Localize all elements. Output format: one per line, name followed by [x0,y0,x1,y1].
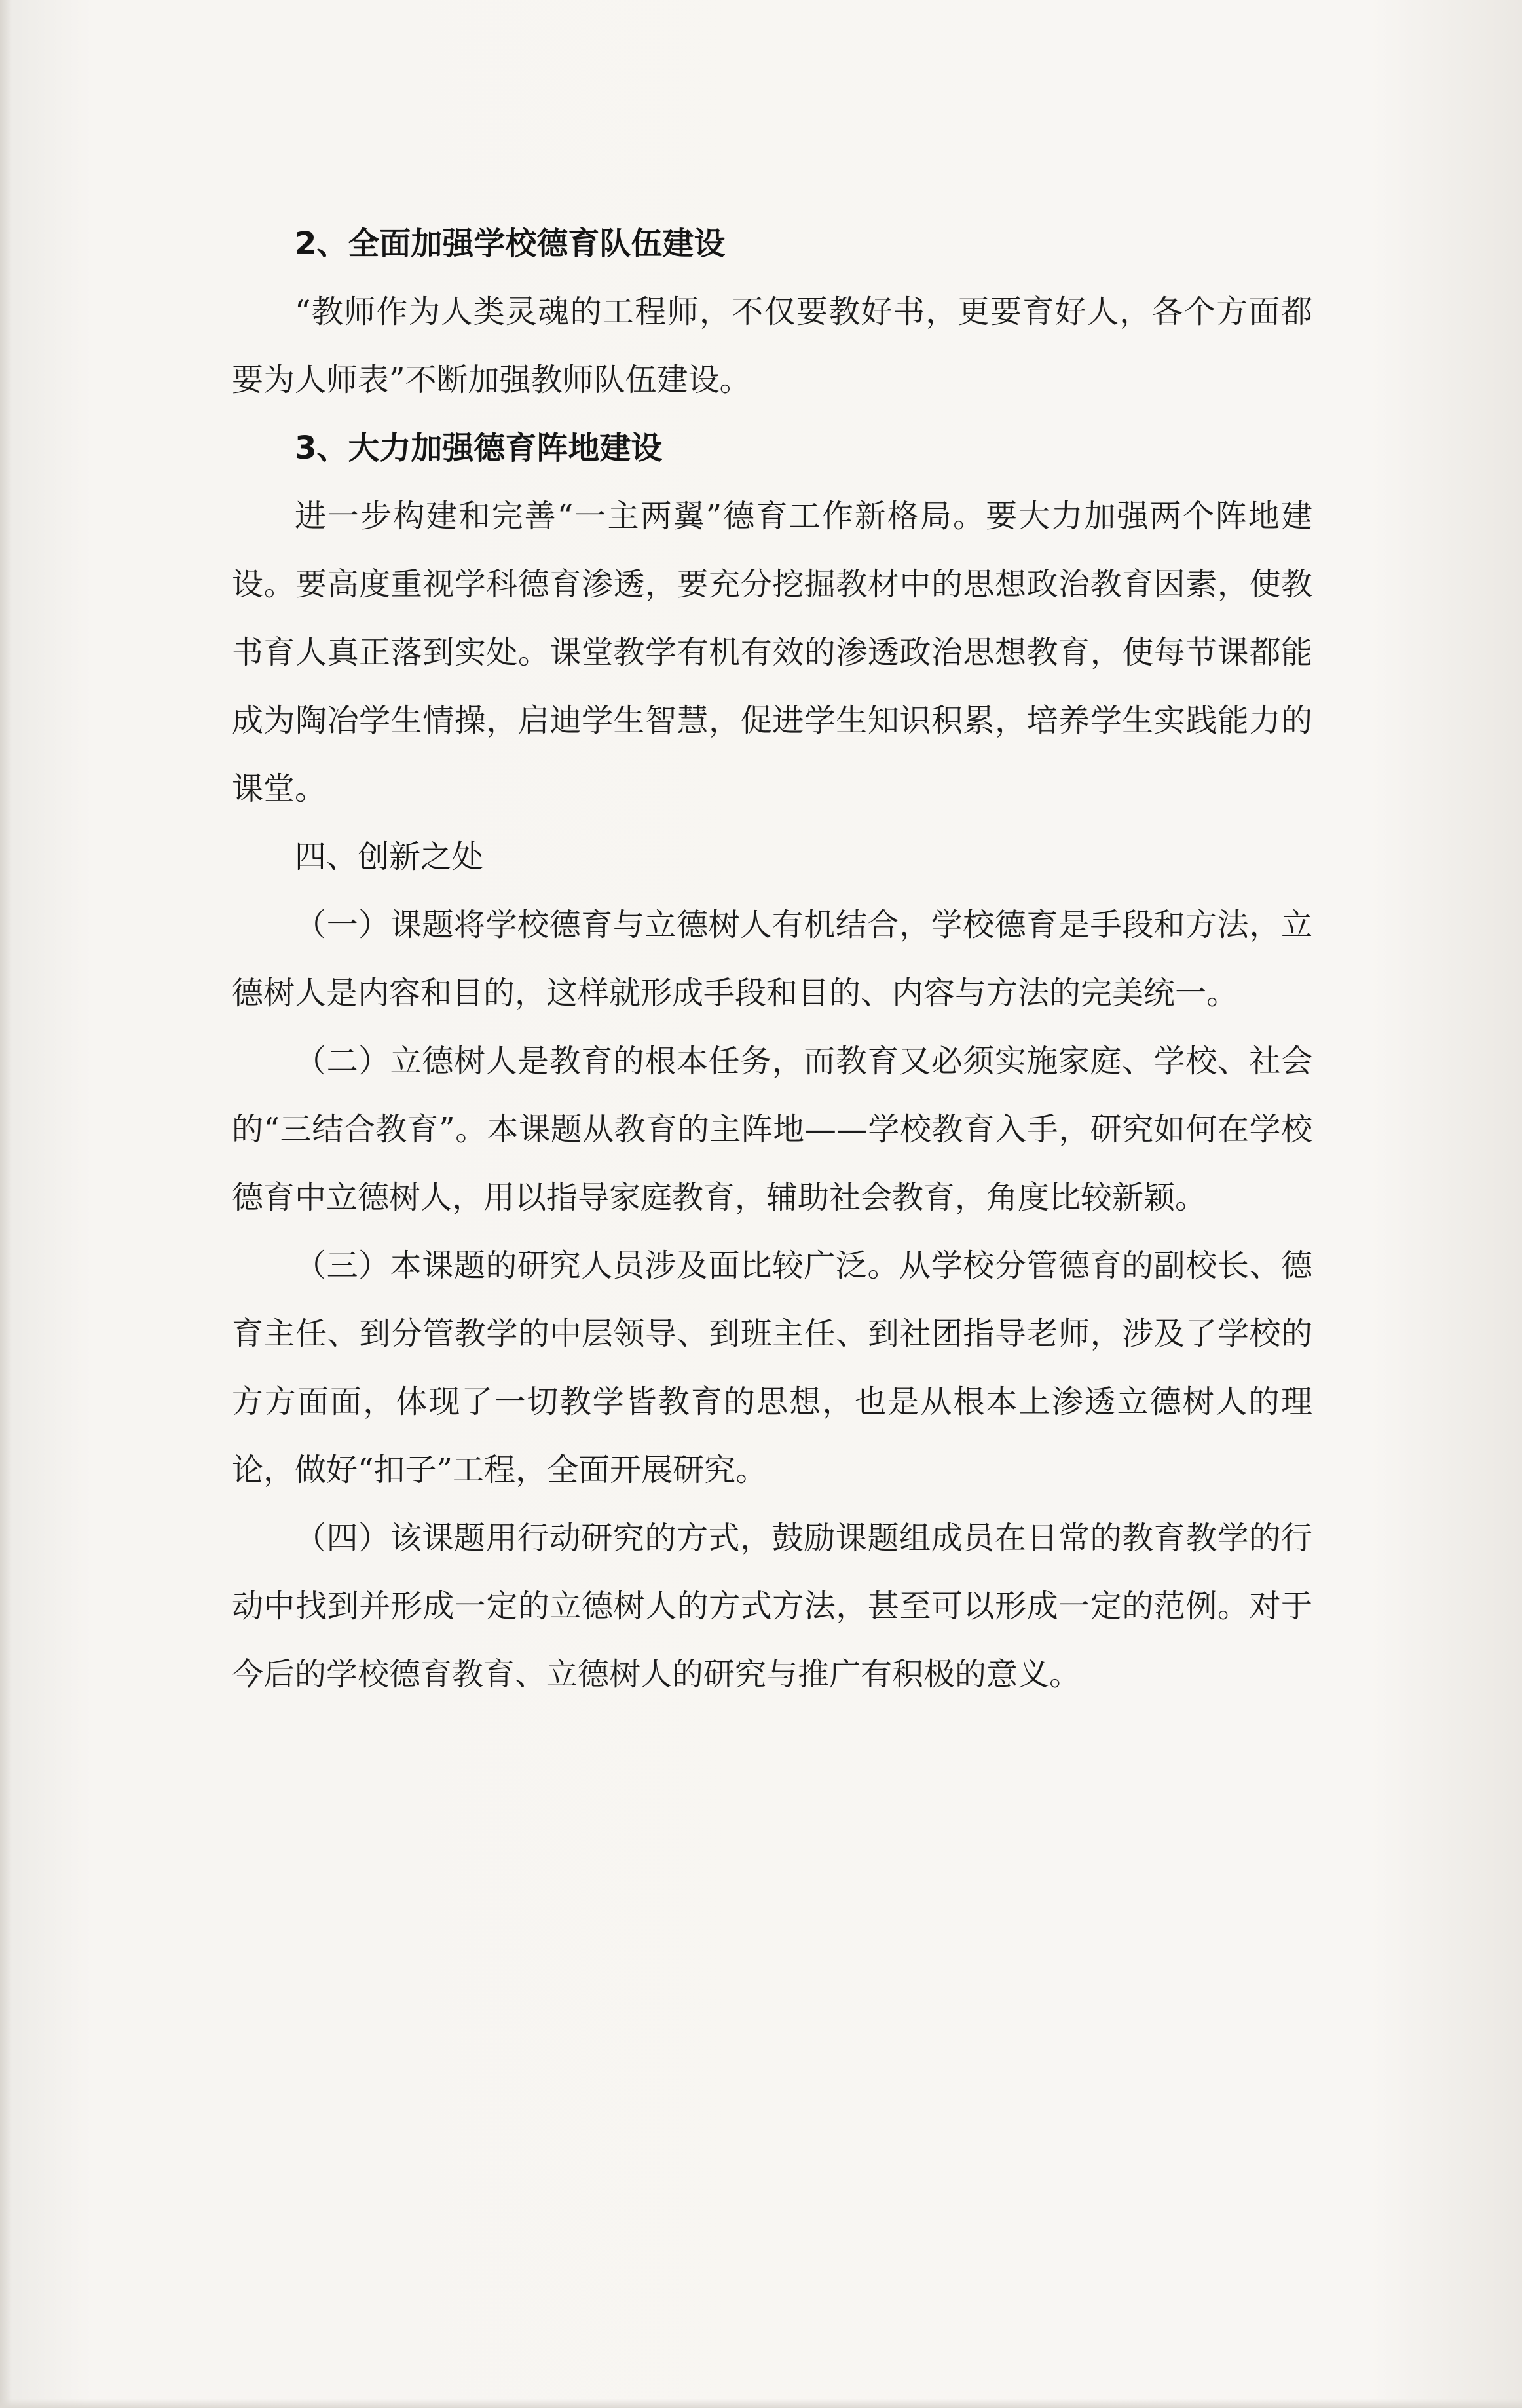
page-edge-shadow-bottom [0,2399,1522,2408]
heading-teacher-team: 2、全面加强学校德育队伍建设 [295,225,726,262]
paragraph-innovation-2: （二）立德树人是教育的根本任务，而教育又必须实施家庭、学校、社会的“三结合教育”。本课题从教育的主阵地——学校教育入手，研究如何在学校德育中立德树人，用以指导家庭教育，辅助社会教育，角度比较新颖。 [232,1043,1312,1216]
heading-moral-base: 3、大力加强德育阵地建设 [295,430,663,466]
paragraph-teacher-team: “教师作为人类灵魂的工程师，不仅要教好书，更要育好人，各个方面都要为人师表”不断加强教师队伍建设。 [232,293,1312,398]
paragraph-innovation-4: （四）该课题用行动研究的方式，鼓励课题组成员在日常的教育教学的行动中找到并形成一定的立德树人的方式方法，甚至可以形成一定的范例。对于今后的学校德育教育、立德树人的研究与推广有积极的意义。 [232,1520,1312,1693]
paragraph-innovation-3: （三）本课题的研究人员涉及面比较广泛。从学校分管德育的副校长、德育主任、到分管教学的中层领导、到班主任、到社团指导老师，涉及了学校的方方面面，体现了一切教学皆教育的思想，也是从根本上渗透立德树人的理论，做好“扣子”工程，全面开展研究。 [232,1247,1312,1488]
page-edge-shadow-left [0,0,12,2408]
document-body [232,210,1312,1708]
section-title-innovation: 四、创新之处 [295,838,484,875]
paragraph-innovation-1: （一）课题将学校德育与立德树人有机结合，学校德育是手段和方法，立德树人是内容和目的，这样就形成手段和目的、内容与方法的完美统一。 [232,907,1312,1011]
paragraph-moral-base: 进一步构建和完善“一主两翼”德育工作新格局。要大力加强两个阵地建设。要高度重视学科德育渗透，要充分挖掘教材中的思想政治教育因素，使教书育人真正落到实处。课堂教学有机有效的渗透政治思想教育，使每节课都能成为陶冶学生情操，启迪学生智慧，促进学生知识积累，培养学生实践能力的课堂。 [232,498,1312,807]
